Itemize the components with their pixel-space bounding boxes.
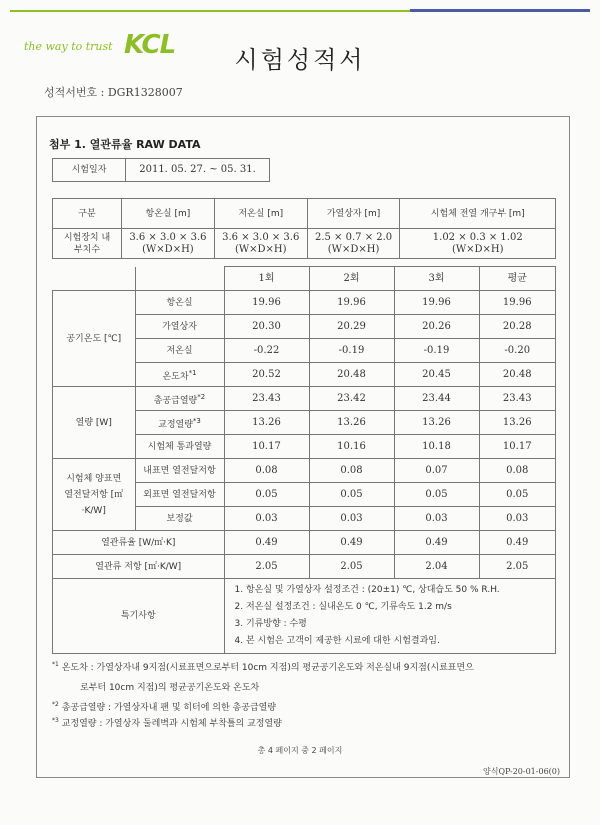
col-header: 평균	[479, 267, 556, 291]
cell: 0.05	[309, 483, 394, 507]
logo-text: KCL	[124, 30, 176, 60]
header-blue-line	[410, 9, 590, 12]
page-number: 총 4 페이지 중 2 페이지	[257, 746, 343, 755]
cell: 20.48	[479, 363, 556, 387]
cell: 23.44	[394, 387, 479, 411]
footnote-mark: *3	[192, 416, 201, 425]
cell: 2.05	[309, 555, 394, 579]
cell: -0.20	[479, 339, 556, 363]
empty-corner	[135, 267, 224, 291]
cell: 23.43	[224, 387, 309, 411]
cell: 0.49	[224, 531, 309, 555]
notes-label: 특기사항	[53, 579, 225, 654]
empty-corner	[53, 267, 136, 291]
dims-header: 저온실 [m]	[214, 199, 307, 229]
footnote-mark: *1	[52, 661, 59, 668]
footnote-mark: *2	[52, 701, 59, 708]
dims-row-label: 시험장치 내부치수	[53, 229, 122, 259]
dims-value: 3.6 × 3.0 × 3.6	[129, 231, 207, 243]
certificate-number: 성적서번호 : DGR1328007	[44, 86, 183, 99]
raw-data-table	[52, 266, 556, 654]
cell: 0.07	[394, 459, 479, 483]
cell: 0.03	[394, 507, 479, 531]
cell: 20.28	[479, 315, 556, 339]
cell: 2.05	[224, 555, 309, 579]
notes-cell	[224, 579, 556, 654]
cell: 19.96	[309, 291, 394, 315]
footnote-mark: *2	[197, 392, 206, 401]
cell: 20.29	[309, 315, 394, 339]
cell: 10.17	[224, 435, 309, 459]
cell: 20.45	[394, 363, 479, 387]
col-header: 3회	[394, 267, 479, 291]
footnote-text: 총공급열량 : 가열상자내 팬 및 히터에 의한 총공급열량	[61, 703, 277, 713]
dims-cell	[122, 229, 215, 259]
apparatus-dimensions-table	[52, 198, 556, 259]
test-date-label: 시험일자	[53, 159, 126, 182]
group-surface-resistance: 시험체 양표면 열전달저항 [㎡·K/W]	[53, 459, 136, 531]
cell: 0.05	[224, 483, 309, 507]
footnote-text: 교정열량 : 가열상자 둘레벽과 시험체 부착틀의 교정열량	[61, 719, 282, 729]
cell: -0.19	[309, 339, 394, 363]
cell: 0.03	[479, 507, 556, 531]
row-label: 가열상자	[135, 315, 224, 339]
document-title: 시험성적서	[234, 46, 366, 74]
dims-cell	[400, 229, 556, 259]
footnote	[52, 700, 276, 713]
footnote	[52, 660, 474, 673]
footnote-text: 온도차 : 가열상자내 9지점(시료표면으로부터 10cm 지점)의 평균공기온도와 저온실내 9지점(시료표면으	[61, 663, 474, 673]
cell: 0.05	[394, 483, 479, 507]
test-date-table	[52, 158, 270, 182]
cell: -0.19	[394, 339, 479, 363]
footnote-mark: *1	[188, 368, 197, 377]
dims-unit: (W×D×H)	[451, 243, 504, 255]
dims-header: 구분	[53, 199, 122, 229]
cell: 10.16	[309, 435, 394, 459]
form-number: 양식QP-20-01-06(0)	[483, 767, 560, 776]
dims-value: 1.02 × 0.3 × 1.02	[432, 231, 523, 243]
cell: 19.96	[394, 291, 479, 315]
cell: 13.26	[309, 411, 394, 435]
logo-tagline: the way to trust	[24, 40, 113, 53]
dims-value: 2.5 × 0.7 × 2.0	[314, 231, 393, 243]
appendix-title: 첨부 1. 열관류율 RAW DATA	[49, 138, 201, 151]
cell: 0.03	[309, 507, 394, 531]
group-air-temperature: 공기온도 [℃]	[53, 291, 136, 387]
footnote	[52, 716, 282, 729]
dims-unit: (W×D×H)	[327, 243, 380, 255]
note-line: 2. 저온실 설정조건 : 실내온도 0 ℃, 기류속도 1.2 m/s	[234, 602, 452, 612]
row-label-cell	[135, 387, 224, 411]
cell: 13.26	[479, 411, 556, 435]
cell: 19.96	[479, 291, 556, 315]
col-header: 1회	[224, 267, 309, 291]
cell: 23.43	[479, 387, 556, 411]
cell: 0.03	[224, 507, 309, 531]
cell: -0.22	[224, 339, 309, 363]
cell: 0.08	[224, 459, 309, 483]
row-label-cell	[135, 363, 224, 387]
row-label: 교정열량	[158, 419, 193, 430]
cell: 2.04	[394, 555, 479, 579]
cell: 19.96	[224, 291, 309, 315]
col-header: 2회	[309, 267, 394, 291]
row-label: 시험체 통과열량	[135, 435, 224, 459]
row-label-thermal-resistance: 열관류 저항 [㎡·K/W]	[53, 555, 225, 579]
row-label: 항온실	[135, 291, 224, 315]
dims-unit: (W×D×H)	[142, 243, 194, 255]
test-date-value: 2011. 05. 27. ~ 05. 31.	[126, 159, 270, 182]
note-line: 1. 항온실 및 가열상자 설정조건 : (20±1) ℃, 상대습도 50 % R.H.	[234, 585, 500, 595]
dims-unit: (W×D×H)	[234, 243, 287, 255]
row-label-u-value: 열관류율 [W/㎡·K]	[53, 531, 225, 555]
cell: 0.49	[394, 531, 479, 555]
cell: 13.26	[224, 411, 309, 435]
cell: 10.17	[479, 435, 556, 459]
footnote-mark: *3	[52, 717, 59, 724]
cell: 23.42	[309, 387, 394, 411]
cell: 20.30	[224, 315, 309, 339]
row-label: 내표면 열전달저항	[135, 459, 224, 483]
cell: 0.49	[309, 531, 394, 555]
cell: 0.08	[309, 459, 394, 483]
row-label: 저온실	[135, 339, 224, 363]
cell: 0.05	[479, 483, 556, 507]
dims-header: 항온실 [m]	[122, 199, 215, 229]
cell: 2.05	[479, 555, 556, 579]
cell: 10.18	[394, 435, 479, 459]
dims-header: 가열상자 [m]	[307, 199, 400, 229]
row-label-cell	[135, 411, 224, 435]
header-green-line	[10, 10, 410, 12]
row-label: 온도차	[162, 371, 189, 382]
dims-cell	[307, 229, 400, 259]
note-line: 4. 본 시험은 고객이 제공한 시료에 대한 시험결과임.	[234, 636, 440, 646]
dims-value: 3.6 × 3.0 × 3.6	[222, 231, 300, 243]
row-label: 외표면 열전달저항	[135, 483, 224, 507]
cell: 13.26	[394, 411, 479, 435]
row-label: 총공급열량	[153, 395, 198, 406]
cell: 20.52	[224, 363, 309, 387]
footnote-text: 로부터 10cm 지점)의 평균공기온도와 온도차	[80, 683, 260, 693]
cell: 0.08	[479, 459, 556, 483]
cell: 0.49	[479, 531, 556, 555]
dims-header: 시험체 전열 개구부 [m]	[400, 199, 556, 229]
dims-cell	[214, 229, 307, 259]
note-line: 3. 기류방향 : 수평	[234, 619, 307, 629]
row-label: 보정값	[135, 507, 224, 531]
footnote-continued	[80, 680, 259, 693]
cell: 20.26	[394, 315, 479, 339]
cell: 20.48	[309, 363, 394, 387]
group-heat: 열량 [W]	[53, 387, 136, 459]
